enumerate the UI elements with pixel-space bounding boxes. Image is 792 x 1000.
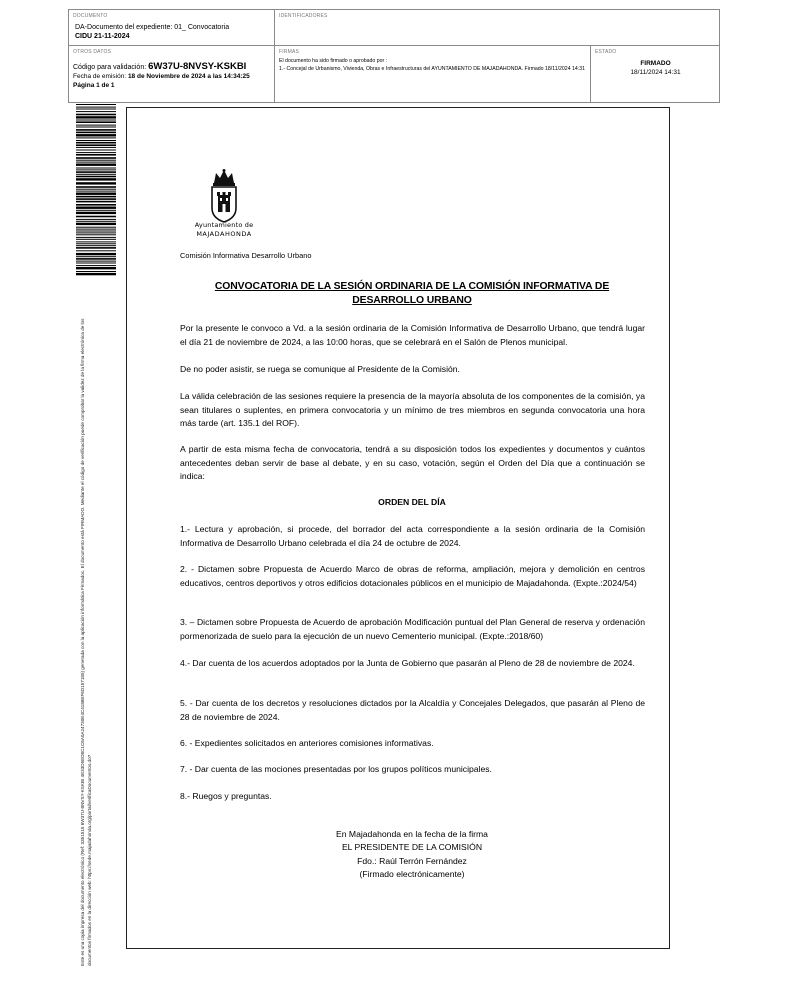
signature-block (180, 828, 644, 882)
page-count: Página 1 de 1 (73, 82, 115, 89)
comision-label: Comisión Informativa Desarrollo Urbano (180, 251, 312, 260)
firmas-label: FIRMAS (279, 49, 300, 55)
agenda-item: 4.- Dar cuenta de los acuerdos adoptados por la Junta de Gobierno que pasarán al Pleno de 28 de noviembre de 2024. (180, 658, 635, 668)
barcode-icon (76, 104, 116, 276)
emission-date (73, 73, 250, 80)
identificadores-cell (275, 10, 720, 46)
validation-code (73, 61, 246, 72)
signature-note: (Firmado electrónicamente) (359, 869, 465, 880)
firmas-intro: El documento ha sido firmado o aprobado por : (279, 58, 388, 64)
documento-cell (69, 10, 275, 46)
agenda-item: 5. - Dar cuenta de los decretos y resoluciones dictados por la Alcaldía y Concejales Delegados, que pasarán al Pleno de 28 de noviembre de 2024. (180, 698, 645, 722)
logo-line-majadahonda: MAJADAHONDA (196, 230, 252, 238)
estado-date: 18/11/2024 14:31 (630, 69, 681, 76)
documento-cidu: CIDU 21-11-2024 (75, 33, 130, 40)
documento-label: DOCUMENTO (73, 13, 108, 19)
estado-label: ESTADO (595, 49, 617, 55)
validation-code-label: Código para validación: (73, 64, 147, 71)
estado-cell (591, 46, 720, 103)
agenda-item: 1.- Lectura y aprobación, si procede, del borrador del acta correspondiente a la sesión ordinaria de la Comisión Informativa de Desarrollo Urbano celebrada el día 24 de octubre de 2024. (180, 524, 645, 548)
orden-del-dia-heading: ORDEN DEL DÍA (378, 497, 446, 507)
emission-date-value: 18 de Noviembre de 2024 a las 14:34:25 (127, 73, 250, 80)
agenda-item: 3. – Dictamen sobre Propuesta de Acuerdo de aprobación Modificación puntual del Plan General de reserva y ordenación pormenorizada de suelo para la ejecución de un nuevo Cementerio municipal. (Expte.:2018/60) (180, 617, 645, 641)
firmas-signer: 1.- Concejal de Urbanismo, Vivienda, Obras e Infraestructuras del AYUNTAMIENTO DE MAJADAHONDA. Firmado 18/11/2024 14:31 (279, 66, 585, 72)
identificadores-label: IDENTIFICADORES (279, 13, 328, 19)
paragraph-quorum: La válida celebración de las sesiones requiere la presencia de la mayoría absoluta de los componentes de la comisión, ya sean titulares o suplentes, en primera convocatoria y un mínimo de tres miembros en segunda convocatoria una hora más tarde (art. 135.1 del ROF). (180, 391, 645, 429)
otros-datos-cell (69, 46, 275, 103)
paragraph-asistencia: De no poder asistir, se ruega se comunique al Presidente de la Comisión. (180, 364, 460, 374)
document-metadata-box (68, 9, 720, 103)
paragraph-expedientes: A partir de esta misma fecha de convocatoria, tendrá a su disposición todos los expedientes y documentos y cuántos antecedentes deban servir de base al debate, y en su caso, votación, según el Orden del Día que a continuación se indica: (180, 444, 645, 482)
estado-value: FIRMADO (640, 60, 671, 67)
logo-line-ayuntamiento: Ayuntamiento de (194, 221, 254, 229)
firmas-cell (275, 46, 591, 103)
agenda-item: 8.- Ruegos y preguntas. (180, 791, 272, 801)
paragraph-convocatoria: Por la presente le convoco a Vd. a la sesión ordinaria de la Comisión Informativa de Desarrollo Urbano, que tendrá lugar el día 21 de noviembre de 2024, a las 10:00 horas, que se celebrará en el Salón de Plenos municipal. (180, 323, 645, 347)
signature-role: EL PRESIDENTE DE LA COMISIÓN (341, 842, 483, 853)
documento-expediente: DA-Documento del expediente: 01_ Convocatoria (75, 24, 230, 31)
agenda-item: 7. - Dar cuenta de las mociones presentadas por los grupos políticos municipales. (180, 764, 492, 774)
emission-date-label: Fecha de emisión: (73, 73, 127, 80)
signature-name: Fdo.: Raúl Terrón Fernández (357, 855, 467, 866)
agenda-item: 6. - Expedientes solicitados en anteriores comisiones informativas. (180, 738, 434, 748)
agenda-item: 2. - Dictamen sobre Propuesta de Acuerdo Marco de obras de reforma, ampliación, mejora y demolición en centros educativos, centros deportivos y otros edificios dotacionales públicos en el municipio de Majadahonda. (Expte.:2024/54) (180, 564, 645, 588)
document-title: CONVOCATORIA DE LA SESIÓN ORDINARIA DE LA COMISIÓN INFORMATIVA DE DESARROLLO URBANO (214, 281, 610, 306)
validation-code-value[interactable]: 6W37U-8NVSY-KSKBI (148, 61, 247, 72)
signature-place-date: En Majadahonda en la fecha de la firma (336, 829, 488, 839)
verification-side-note: Este es una copia impresa del documento electrónico (Ref: 3351515 6W37U-8NVSY-KSKBI 4E33D5ED8C1C6A0A24730E4C4188EF6D157185) generada con la aplicación informática Firmadoc. El documento está FIRMADO. Mediante el código de verificación puede comprobar la validez de la firma electrónica de los documentos firmados en la dirección web: https://sede.majadahonda.org/portal/verificaDocumentos.do? (80, 318, 92, 966)
otros-datos-label: OTROS DATOS (73, 49, 112, 55)
